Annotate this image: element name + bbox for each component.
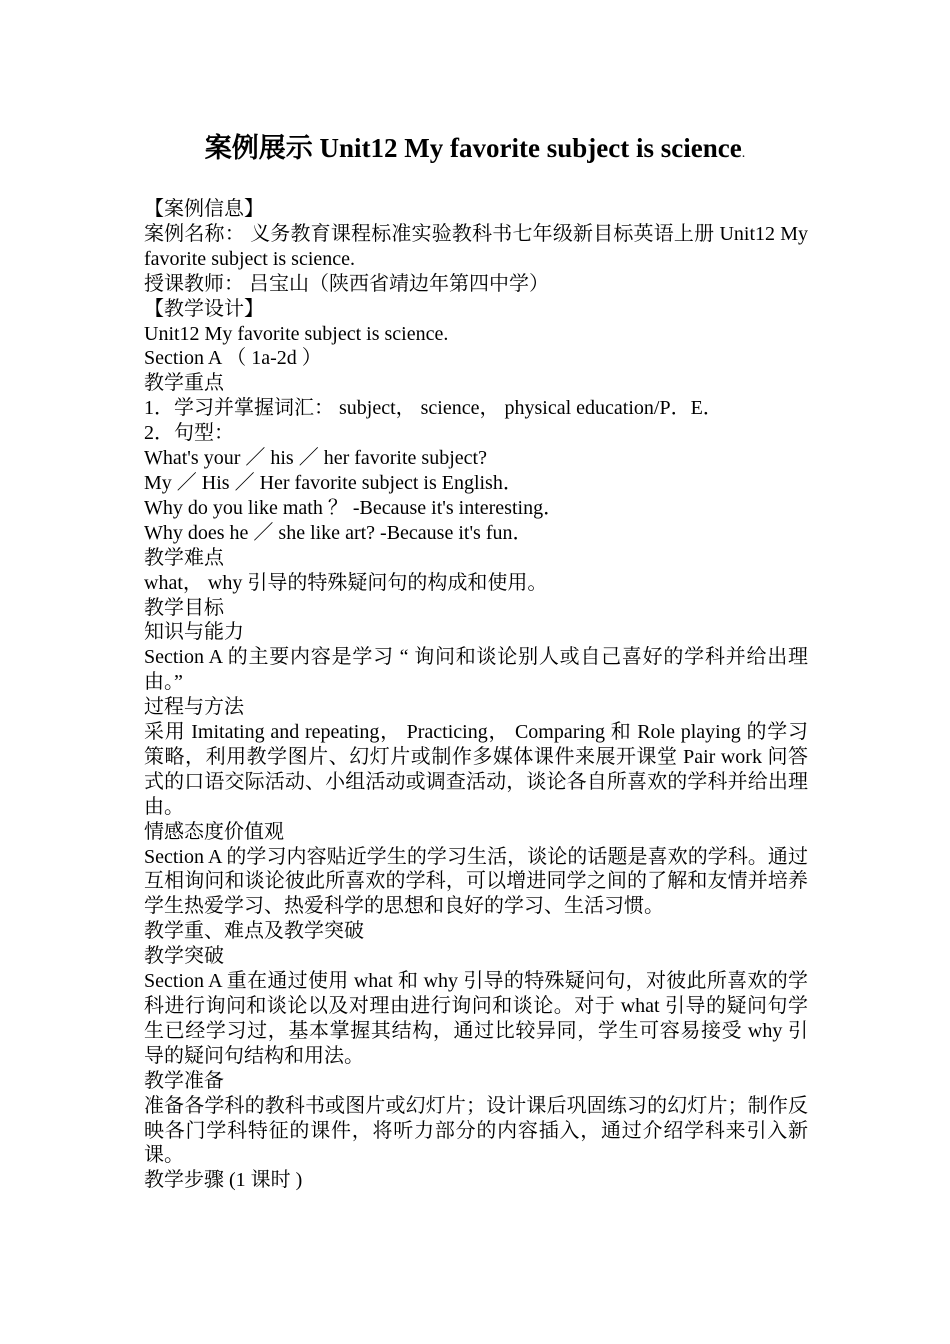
sentence-pattern: Why does he ／ she like art? -Because it's fun． (144, 521, 533, 544)
key-point-sentences: 2．句型： (144, 422, 234, 445)
heading-key-points: 教学重点 (144, 372, 224, 395)
preparation-text: 准备各学科的教科书或图片或幻灯片；设计课后巩固练习的幻灯片；制作反映各门学科特征的课件，将听力部分的内容插入，通过介绍学科来引入新课。 (144, 1094, 808, 1167)
title-period: . (741, 146, 746, 161)
heading-breakthrough: 教学重、难点及教学突破 (144, 920, 364, 943)
sentence-pattern: What's your ／ his ／ her favorite subject? (144, 447, 487, 470)
subheading-values: 情感态度价值观 (144, 820, 284, 843)
values-text: Section A 的学习内容贴近学生的学习生活，谈论的话题是喜欢的学科。通过互相询问和谈论彼此所喜欢的学科，可以增进同学之间的了解和友情并培养学生热爱学习、热爱科学的思想和良好的学习、生活习惯。 (144, 845, 808, 918)
heading-steps: 教学步骤 (1 课时 ) (144, 1169, 303, 1192)
heading-teaching-design: 【教学设计】 (144, 297, 264, 320)
knowledge-text: Section A 的主要内容是学习 “ 询问和谈论别人或自己喜好的学科并给出理由。” (144, 646, 808, 694)
subheading-process: 过程与方法 (144, 696, 244, 719)
heading-difficulties: 教学难点 (144, 546, 224, 569)
unit-title: Unit12 My favorite subject is science. (144, 322, 449, 345)
case-name: 案例名称： 义务教育课程标准实验教科书七年级新目标英语上册 Unit12 My favorite subject is science. (144, 222, 808, 270)
document-body (144, 197, 808, 1193)
sentence-pattern: Why do you like math ？ -Because it's interesting． (144, 496, 564, 519)
heading-case-info: 【案例信息】 (144, 198, 264, 220)
difficulty-text: what， why 引导的特殊疑问句的构成和使用。 (144, 571, 548, 594)
sentence-pattern: My ／ His ／ Her favorite subject is English． (144, 471, 523, 494)
heading-preparation: 教学准备 (144, 1069, 224, 1092)
key-point-vocabulary: 1．学习并掌握词汇： subject， science， physical education/P．E． (144, 397, 723, 420)
subheading-breakthrough: 教学突破 (144, 945, 224, 968)
heading-objectives: 教学目标 (144, 596, 224, 619)
title-text: 案例展示 Unit12 My favorite subject is science (204, 133, 742, 163)
document-title (0, 128, 950, 174)
section-label: Section A （ 1a-2d ） (144, 347, 322, 370)
subheading-knowledge: 知识与能力 (144, 621, 244, 644)
process-text: 采用 Imitating and repeating， Practicing， Comparing 和 Role playing 的学习策略，利用教学图片、幻灯片或制作多媒体课件来展开课堂 Pair work 问答式的口语交际活动、小组活动或调查活动，谈论各自所喜欢的学科并给出理由。 (144, 721, 808, 818)
teacher: 授课教师： 吕宝山（陕西省靖边年第四中学） (144, 272, 549, 295)
breakthrough-text: Section A 重在通过使用 what 和 why 引导的特殊疑问句，对彼此所喜欢的学科进行询问和谈论以及对理由进行询问和谈论。对于 what 引导的疑问句学生已经学习过，基本掌握其结构，通过比较异同，学生可容易接受 why 引导的疑问句结构和用法。 (144, 970, 808, 1067)
